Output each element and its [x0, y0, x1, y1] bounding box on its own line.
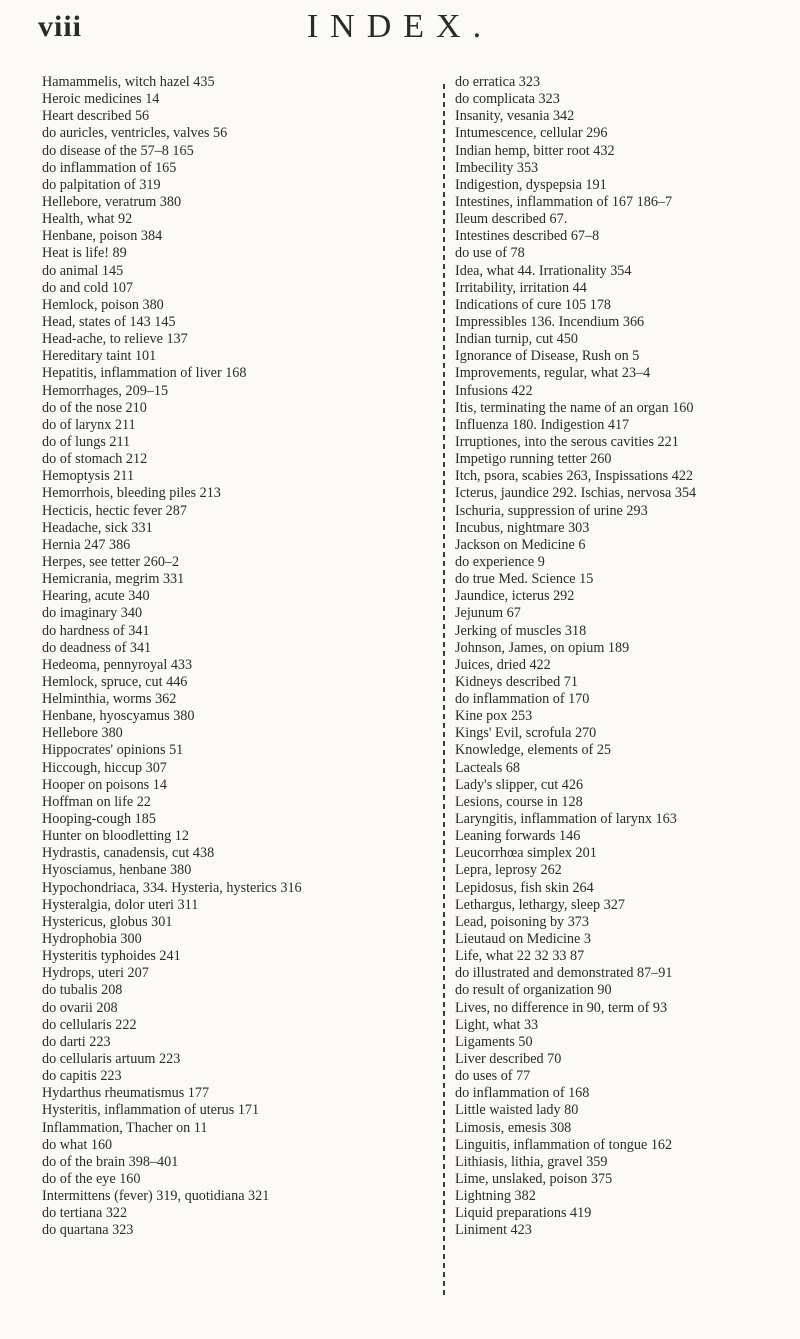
index-entry: Leucorrhœa simplex 201	[455, 845, 597, 862]
index-entry: Juices, dried 422	[455, 656, 551, 673]
index-entry: do hardness of 341	[42, 622, 150, 639]
index-entry: Incubus, nightmare 303	[455, 519, 590, 536]
index-entry: do auricles, ventricles, valves 56	[42, 125, 228, 142]
right-column	[455, 74, 795, 1240]
index-entry: do result of organization 90	[455, 982, 612, 999]
index-entry: Icterus, jaundice 292. Ischias, nervosa 354	[455, 485, 697, 502]
index-entry: Henbane, hyoscyamus 380	[42, 708, 195, 725]
index-entry: Head-ache, to relieve 137	[42, 331, 188, 348]
index-entry: Hippocrates' opinions 51	[42, 742, 184, 759]
index-entry: Henbane, poison 384	[42, 228, 163, 245]
index-entry: Intumescence, cellular 296	[455, 125, 608, 142]
index-entry: do disease of the 57–8 165	[42, 142, 194, 159]
index-entry: Leaning forwards 146	[455, 828, 581, 845]
index-entry: Indian turnip, cut 450	[455, 331, 578, 348]
index-entry: Jaundice, icterus 292	[455, 588, 575, 605]
index-entry: Hystericus, globus 301	[42, 913, 173, 930]
index-entry: Indigestion, dyspepsia 191	[455, 176, 607, 193]
index-entry: Itis, terminating the name of an organ 160	[455, 399, 694, 416]
index-entry: do true Med. Science 15	[455, 571, 594, 588]
index-entry: Heart described 56	[42, 108, 150, 125]
index-entry: Limosis, emesis 308	[455, 1119, 572, 1136]
index-entry: Health, what 92	[42, 211, 133, 228]
index-entry: Hysteralgia, dolor uteri 311	[42, 896, 199, 913]
index-entry: Inflammation, Thacher on 11	[42, 1119, 208, 1136]
index-entry: Hemorrhois, bleeding piles 213	[42, 485, 221, 502]
index-entry: Hyosciamus, henbane 380	[42, 862, 192, 879]
index-entry: Kidneys described 71	[455, 673, 578, 690]
index-entry: Lead, poisoning by 373	[455, 913, 589, 930]
index-entry: do and cold 107	[42, 279, 134, 296]
index-entry: do palpitation of 319	[42, 176, 161, 193]
index-entry: Infusions 422	[455, 382, 533, 399]
index-entry: Irruptiones, into the serous cavities 221	[455, 433, 679, 450]
index-entry: Hydarthus rheumatismus 177	[42, 1085, 210, 1102]
index-entry: Hydrophobia 300	[42, 931, 142, 948]
index-entry: do cellularis artuum 223	[42, 1051, 181, 1068]
index-entry: Hepatitis, inflammation of liver 168	[42, 365, 247, 382]
index-entry: do of lungs 211	[42, 433, 131, 450]
index-entry: Hysteritis typhoides 241	[42, 948, 181, 965]
index-entry: Lives, no difference in 90, term of 93	[455, 999, 668, 1016]
index-entry: Improvements, regular, what 23–4	[455, 365, 651, 382]
index-entry: Lightning 382	[455, 1188, 536, 1205]
index-entry: do imaginary 340	[42, 605, 143, 622]
index-entry: do of the eye 160	[42, 1171, 141, 1187]
index-entry: Lady's slipper, cut 426	[455, 776, 584, 793]
index-entry: do tubalis 208	[42, 982, 123, 999]
index-entry: Imbecility 353	[455, 159, 539, 176]
index-entry: do cellularis 222	[42, 1016, 137, 1033]
index-entry: Herpes, see tetter 260–2	[42, 553, 180, 570]
index-entry: Ileum described 67.	[455, 211, 568, 228]
index-entry: do quartana 323	[42, 1222, 134, 1239]
index-entry: Insanity, vesania 342	[455, 108, 575, 125]
index-entry: Jackson on Medicine 6	[455, 536, 586, 553]
index-entry: do capitis 223	[42, 1068, 122, 1085]
index-entry: Headache, sick 331	[42, 519, 153, 536]
index-entry: Lacteals 68	[455, 759, 520, 776]
index-entry: do illustrated and demonstrated 87–91	[455, 965, 673, 982]
index-entry: do inflammation of 168	[455, 1085, 590, 1102]
index-entry: do tertiana 322	[42, 1205, 128, 1222]
index-entry: Hemorrhages, 209–15	[42, 382, 169, 399]
index-entry: do inflammation of 170	[455, 691, 590, 708]
index-entry: Liniment 423	[455, 1222, 532, 1239]
index-entry: Lepra, leprosy 262	[455, 862, 562, 879]
index-entry: do use of 78	[455, 245, 525, 262]
index-entry: Hunter on bloodletting 12	[42, 828, 189, 845]
index-entry: Hamammelis, witch hazel 435	[42, 74, 215, 90]
index-entry: Hiccough, hiccup 307	[42, 759, 167, 776]
index-entry: Lesions, course in 128	[455, 793, 583, 810]
index-entry: Knowledge, elements of 25	[455, 742, 612, 759]
index-entry: Johnson, James, on opium 189	[455, 639, 630, 656]
index-entry: Impetigo running tetter 260	[455, 451, 612, 468]
index-entry: Intestines, inflammation of 167 186–7	[455, 193, 673, 210]
index-entry: Hooping-cough 185	[42, 811, 156, 828]
index-entry: Kine pox 253	[455, 708, 533, 725]
index-entry: Helminthia, worms 362	[42, 691, 177, 708]
page-title: INDEX.	[306, 8, 494, 45]
index-entry: Hereditary taint 101	[42, 348, 157, 365]
index-entry: Hemlock, poison 380	[42, 296, 164, 313]
index-entry: do deadness of 341	[42, 639, 152, 656]
index-entry: do complicata 323	[455, 91, 560, 108]
index-entry: Jejunum 67	[455, 605, 521, 622]
index-entry: Hellebore, veratrum 380	[42, 193, 182, 210]
index-entry: Hemicrania, megrim 331	[42, 571, 185, 588]
index-entry: Hypochondriaca, 334. Hysteria, hysterics 316	[42, 879, 302, 896]
index-entry: do what 160	[42, 1136, 113, 1153]
index-entry: do experience 9	[455, 553, 545, 570]
index-entry: Hooper on poisons 14	[42, 776, 167, 793]
page-header	[0, 6, 800, 66]
index-entry: Lieutaud on Medicine 3	[455, 931, 591, 948]
index-entry: Hydrops, uteri 207	[42, 965, 149, 982]
index-entry: do darti 223	[42, 1033, 111, 1050]
index-entry: do inflammation of 165	[42, 159, 177, 176]
index-entry: Hydrastis, canadensis, cut 438	[42, 845, 215, 862]
index-entry: Intestines described 67–8	[455, 228, 600, 245]
index-entry: Hellebore 380	[42, 725, 123, 742]
index-entry: do erratica 323	[455, 74, 541, 90]
index-entry: do uses of 77	[455, 1068, 531, 1085]
index-entry: Irritability, irritation 44	[455, 279, 587, 296]
index-entry: Life, what 22 32 33 87	[455, 948, 585, 965]
index-entry: Ischuria, suppression of urine 293	[455, 502, 648, 519]
index-entry: Hedeoma, pennyroyal 433	[42, 656, 193, 673]
index-entry: Lime, unslaked, poison 375	[455, 1171, 613, 1187]
index-entry: Hemoptysis 211	[42, 468, 135, 485]
index-entry: Heat is life! 89	[42, 245, 127, 262]
index-entry: Hoffman on life 22	[42, 793, 151, 810]
index-entry: Heroic medicines 14	[42, 91, 160, 108]
index-entry: do of larynx 211	[42, 416, 136, 433]
column-divider	[440, 84, 450, 1299]
index-entry: Hysteritis, inflammation of uterus 171	[42, 1102, 260, 1119]
index-entry: Itch, psora, scabies 263, Inspissations 422	[455, 468, 694, 485]
index-entry: Impressibles 136. Incendium 366	[455, 313, 645, 330]
left-column	[42, 74, 432, 1240]
index-entry: do of the brain 398–401	[42, 1153, 179, 1170]
index-entry: Linguitis, inflammation of tongue 162	[455, 1136, 673, 1153]
index-entry: Lithiasis, lithia, gravel 359	[455, 1153, 608, 1170]
index-entry: Liver described 70	[455, 1051, 562, 1068]
index-entry: Jerking of muscles 318	[455, 622, 587, 639]
index-entry: Idea, what 44. Irrationality 354	[455, 262, 632, 279]
index-entry: Light, what 33	[455, 1016, 539, 1033]
index-entry: do ovarii 208	[42, 999, 118, 1016]
index-entry: Hecticis, hectic fever 287	[42, 502, 187, 519]
index-entry: Indications of cure 105 178	[455, 296, 612, 313]
index-entry: do animal 145	[42, 262, 124, 279]
index-entry: Head, states of 143 145	[42, 313, 176, 330]
index-entry: do of stomach 212	[42, 451, 148, 468]
index-entry: Hernia 247 386	[42, 536, 131, 553]
index-entry: Indian hemp, bitter root 432	[455, 142, 615, 159]
index-entry: Intermittens (fever) 319, quotidiana 321	[42, 1188, 270, 1205]
index-entry: Influenza 180. Indigestion 417	[455, 416, 630, 433]
index-entry: Ligaments 50	[455, 1033, 533, 1050]
index-entry: Hearing, acute 340	[42, 588, 150, 605]
index-entry: Lepidosus, fish skin 264	[455, 879, 594, 896]
index-entry: Kings' Evil, scrofula 270	[455, 725, 597, 742]
index-entry: Ignorance of Disease, Rush on 5	[455, 348, 640, 365]
index-entry: Liquid preparations 419	[455, 1205, 592, 1222]
index-entry: Little waisted lady 80	[455, 1102, 579, 1119]
index-entry: do of the nose 210	[42, 399, 147, 416]
index-entry: Hemlock, spruce, cut 446	[42, 673, 188, 690]
index-entry: Lethargus, lethargy, sleep 327	[455, 896, 625, 913]
page-number: viii	[38, 10, 83, 43]
index-entry: Laryngitis, inflammation of larynx 163	[455, 811, 677, 828]
